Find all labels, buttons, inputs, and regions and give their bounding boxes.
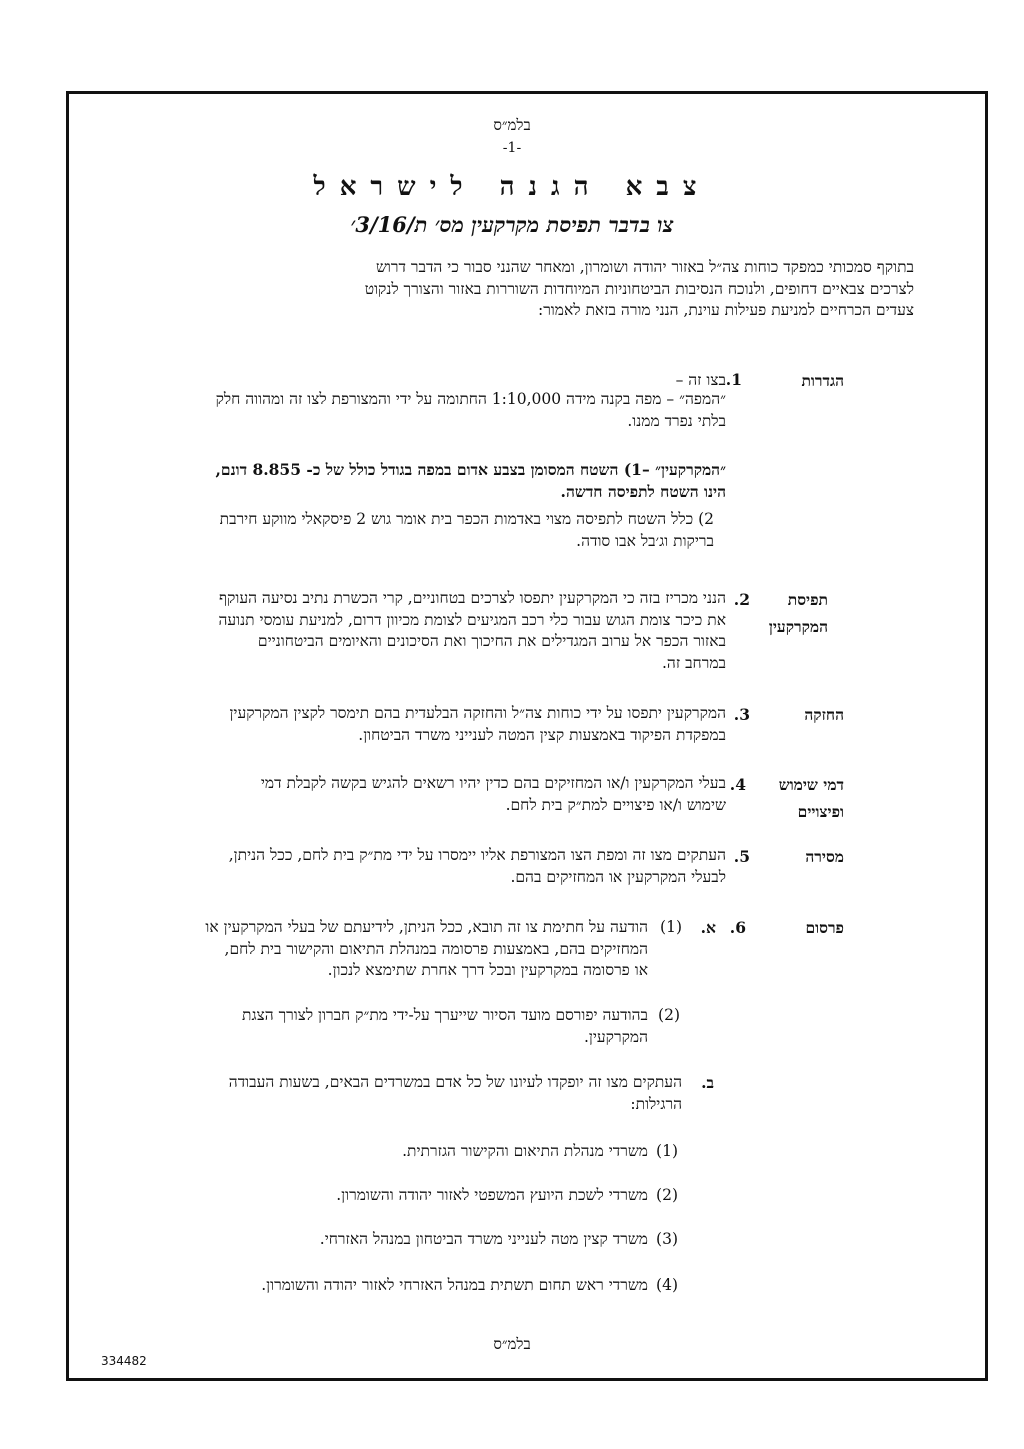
subsection-b-body [229, 1072, 682, 1115]
section-5-line: העתקים מצו זה ומפת הצו המצורפת אליו יימסרו על ידי מת״ק בית לחם, ככל הניתן, [228, 846, 726, 864]
land-definition-1: ״המקרקעין״ –1) השטח המסומן בצבע אדום במפה בגודל כולל של כ- 8.855 דונם, [215, 460, 726, 479]
land-definition-3 [220, 509, 714, 552]
section-4-line: בעלי המקרקעין ו/או המחזיקים בהם כדין יהיו רשאים להגיש בקשה לקבלת דמי [260, 774, 726, 792]
side-heading-line: ופיצויים [797, 802, 844, 821]
side-heading-possession: החזקה [804, 705, 844, 724]
preamble-line: צעדים הכרחיים למניעת פעילות עוינת, הנני מורה בזאת לאמור: [537, 301, 914, 319]
office-item-label: (2) [656, 1186, 678, 1204]
land-definition-line: בריקות וג׳בל אבו סודה. [576, 531, 714, 550]
office-item-text: משרדי ראש תחום תשתית במנהל האזרחי לאזור יהודה והשומרון. [261, 1276, 648, 1294]
section-4-line: שימוש ו/או פיצויים למת״ק בית לחם. [505, 795, 726, 814]
section-2-line: במרחב זה. [661, 653, 726, 672]
section-3-body [229, 703, 726, 746]
office-item-text: משרד קצין מטה לענייני משרד הביטחון במנהל האזרחי. [319, 1230, 648, 1248]
document-number: 334482 [101, 1354, 147, 1368]
item-a2-label: (2) [658, 1006, 680, 1024]
side-heading-usage-fees [779, 771, 844, 825]
side-heading-definitions: הגדרות [801, 371, 844, 390]
classification-bottom: בלמ״ס [493, 1335, 531, 1353]
order-title: צו בדבר תפיסת מקרקעין מס׳ ת/3/16׳ [350, 212, 674, 237]
office-item-label: (3) [656, 1230, 678, 1248]
section-3-line: במפקדת הפיקוד באמצעות קצין המטה לענייני משרד הביטחון. [358, 725, 726, 744]
preamble-line: לצרכים צבאיים דחופים, ולנוכח הנסיבות הביטחוניות המיוחדות השוררות באזור והצורך לנקוט [364, 279, 914, 298]
side-heading-delivery: מסירה [805, 847, 844, 866]
section-number: 5. [733, 847, 750, 866]
side-heading-line: תפיסת [787, 590, 828, 609]
section-3-line: המקרקעין יתפסו על ידי כוחות צה״ל והחזקה הבלעדית בהם תימסר לקצין המקרקעין [229, 704, 726, 722]
army-name: צבא הגנה לישראל [313, 172, 711, 202]
section-number: 1. [725, 370, 742, 389]
item-a1-label: (1) [660, 918, 682, 936]
item-a2-line: בהודעה יפורסם מועד הסיור שייערך על-ידי מת״ק חברון לצורך הצגת [242, 1006, 648, 1024]
subsection-b-line: העתקים מצו זה יופקדו לעיונו של כל אדם במשרדים הבאים, בשעות העבודה [228, 1073, 682, 1091]
section-1-intro: בצו זה – [675, 371, 726, 389]
section-5-body [229, 845, 726, 888]
classification-top: בלמ״ס [493, 116, 531, 134]
section-4-body [261, 773, 726, 816]
office-item-label: (4) [656, 1276, 678, 1294]
section-5-line: לבעלי המקרקעין או המחזיקים בהם. [510, 867, 726, 886]
office-item-text: משרדי לשכת היועץ המשפטי לאזור יהודה והשומרון. [336, 1186, 648, 1204]
section-number: 2. [733, 590, 750, 609]
item-a1-line: המחזיקים בהם, באמצעות פרסומה במנהלת התיאום והקישור בית לחם, [224, 939, 648, 958]
section-number: 3. [733, 705, 750, 724]
subsection-a-label: א. [700, 918, 716, 937]
side-heading-line: דמי שימוש [778, 775, 844, 794]
office-item-text: משרדי מנהלת התיאום והקישור הגזרתית. [402, 1142, 648, 1160]
section-number: 6. [729, 918, 746, 937]
land-definition-line: 2) כלל השטח לתפיסה מצוי באדמות הכפר בית אומר גוש 2 פיסקאלי מווקע חירבת [219, 510, 714, 528]
land-definition-2: הינו השטח לתפיסה חדשה. [560, 482, 726, 501]
section-2-line: באזור הכפר אל ערוב המגדילים את החיכוך ואת הסיכונים והאיומים הביטחוניים [257, 632, 726, 650]
side-heading-land-seizure [769, 586, 828, 640]
section-number: 4. [729, 775, 746, 794]
item-a1-body [205, 917, 648, 982]
section-2-line: את כיכר צומת הגוש עבור כלי רכב המגיעים לצומת מכיוון דרום, למניעת עומסי תנועה [218, 610, 726, 629]
preamble [108, 257, 914, 322]
page-number: -1- [502, 140, 522, 156]
side-heading-line: המקרקעין [768, 617, 828, 636]
subsection-b-label: ב. [701, 1073, 714, 1092]
preamble-line: בתוקף סמכותי כמפקד כוחות צה״ל באזור יהודה ושומרון, ומאחר שהנני סבור כי הדבר דרוש [375, 258, 914, 276]
section-2-body [218, 588, 726, 674]
subsection-b-line: הרגילות: [630, 1094, 682, 1113]
section-2-line: הנני מכריז בזה כי המקרקעין יתפסו לצרכים בטחוניים, קרי הכשרת נתיב נסיעה העוקף [219, 589, 726, 607]
item-a2-line: המקרקעין. [583, 1027, 648, 1046]
side-heading-publication: פרסום [805, 918, 844, 937]
item-a2-body [242, 1005, 648, 1048]
office-item-label: (1) [656, 1142, 678, 1160]
item-a1-line: הודעה על חתימת צו זה תובא, ככל הניתן, לידיעתם של בעלי המקרקעין או [205, 918, 648, 936]
map-definition-line: ״המפה״ – מפה בקנה מידה 1:10,000 החתומה על ידי והמצורפת לצו זה ומהווה חלק [215, 390, 726, 408]
map-definition-line: בלתי נפרד ממנו. [627, 411, 726, 430]
map-definition [216, 389, 726, 432]
item-a1-line: או פרסומה במקרקעין ובכל דרך אחרת שתימצא לנכון. [327, 961, 648, 979]
